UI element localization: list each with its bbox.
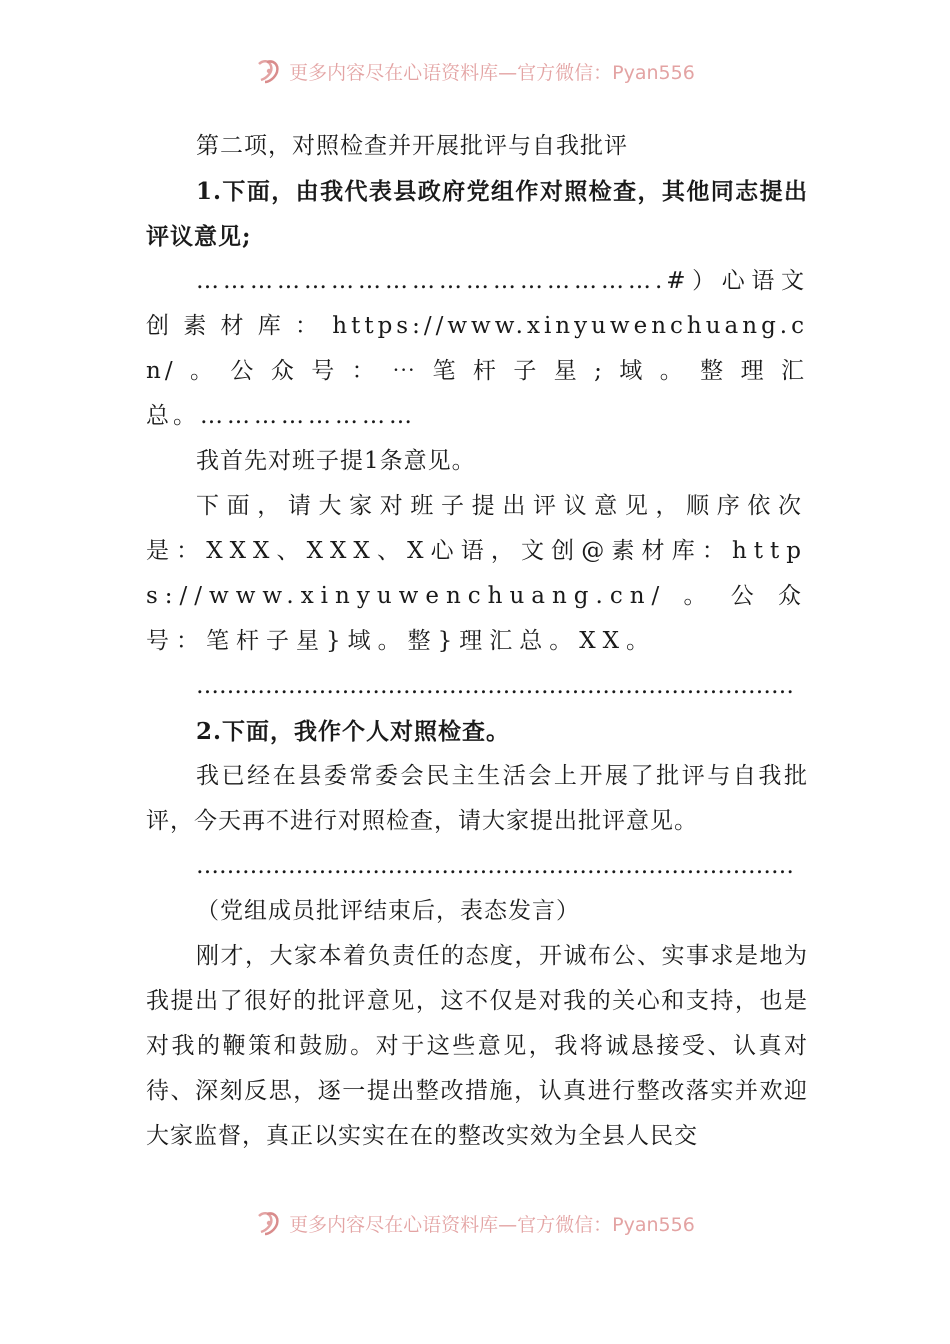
- brand-logo-icon: [255, 1210, 283, 1236]
- item-1-heading: 1.下面，由我代表县政府党组作对照检查，其他同志提出评议意见;: [146, 178, 808, 250]
- order-paragraph: 下面，请大家对班子提出评议意见，顺序依次是：XXX、XXX、X心语，文创@素材库：https://www.xinyuwenchuang.cn/。公众号：笔杆子星}域。整}理汇总。XX。: [146, 493, 808, 654]
- ellipsis-line: ……………………………………………………………………: [196, 853, 794, 879]
- section-heading: 第二项，对照检查并开展批评与自我批评: [196, 133, 628, 159]
- header-watermark-text: 更多内容尽在心语资料库—官方微信：Pyan556: [289, 61, 695, 84]
- header-watermark: [0, 56, 950, 86]
- self-check-paragraph: 我已经在县委常委会民主生活会上开展了批评与自我批评，今天再不进行对照检查，请大家提出批评意见。: [146, 763, 808, 834]
- document-body: [146, 124, 808, 1159]
- stage-note-paragraph: （党组成员批评结束后，表态发言）: [196, 898, 580, 924]
- footer-watermark-text: 更多内容尽在心语资料库—官方微信：Pyan556: [289, 1213, 695, 1236]
- footer-watermark: [0, 1208, 950, 1238]
- brand-logo-icon: [255, 58, 283, 84]
- response-paragraph: 刚才，大家本着负责任的态度，开诚布公、实事求是地为我提出了很好的批评意见，这不仅是对我的关心和支持，也是对我的鞭策和鼓励。对于这些意见，我将诚恳接受、认真对待、深刻反思，逐一提出整改措施，认真进行整改落实并欢迎大家监督，真正以实实在在的整改实效为全县人民交: [146, 943, 808, 1149]
- ellipsis-line: ……………………………………………………………………: [196, 673, 794, 699]
- item-2-heading: 2.下面，我作个人对照检查。: [196, 718, 511, 745]
- first-opinion-paragraph: 我首先对班子提1条意见。: [196, 448, 476, 474]
- source-note-paragraph: …………………………………………….#）心语文创素材库：https://www.xinyuwenchuang.cn/。公众号：⋯笔杆子星;域。整理汇总。……………………: [146, 268, 808, 429]
